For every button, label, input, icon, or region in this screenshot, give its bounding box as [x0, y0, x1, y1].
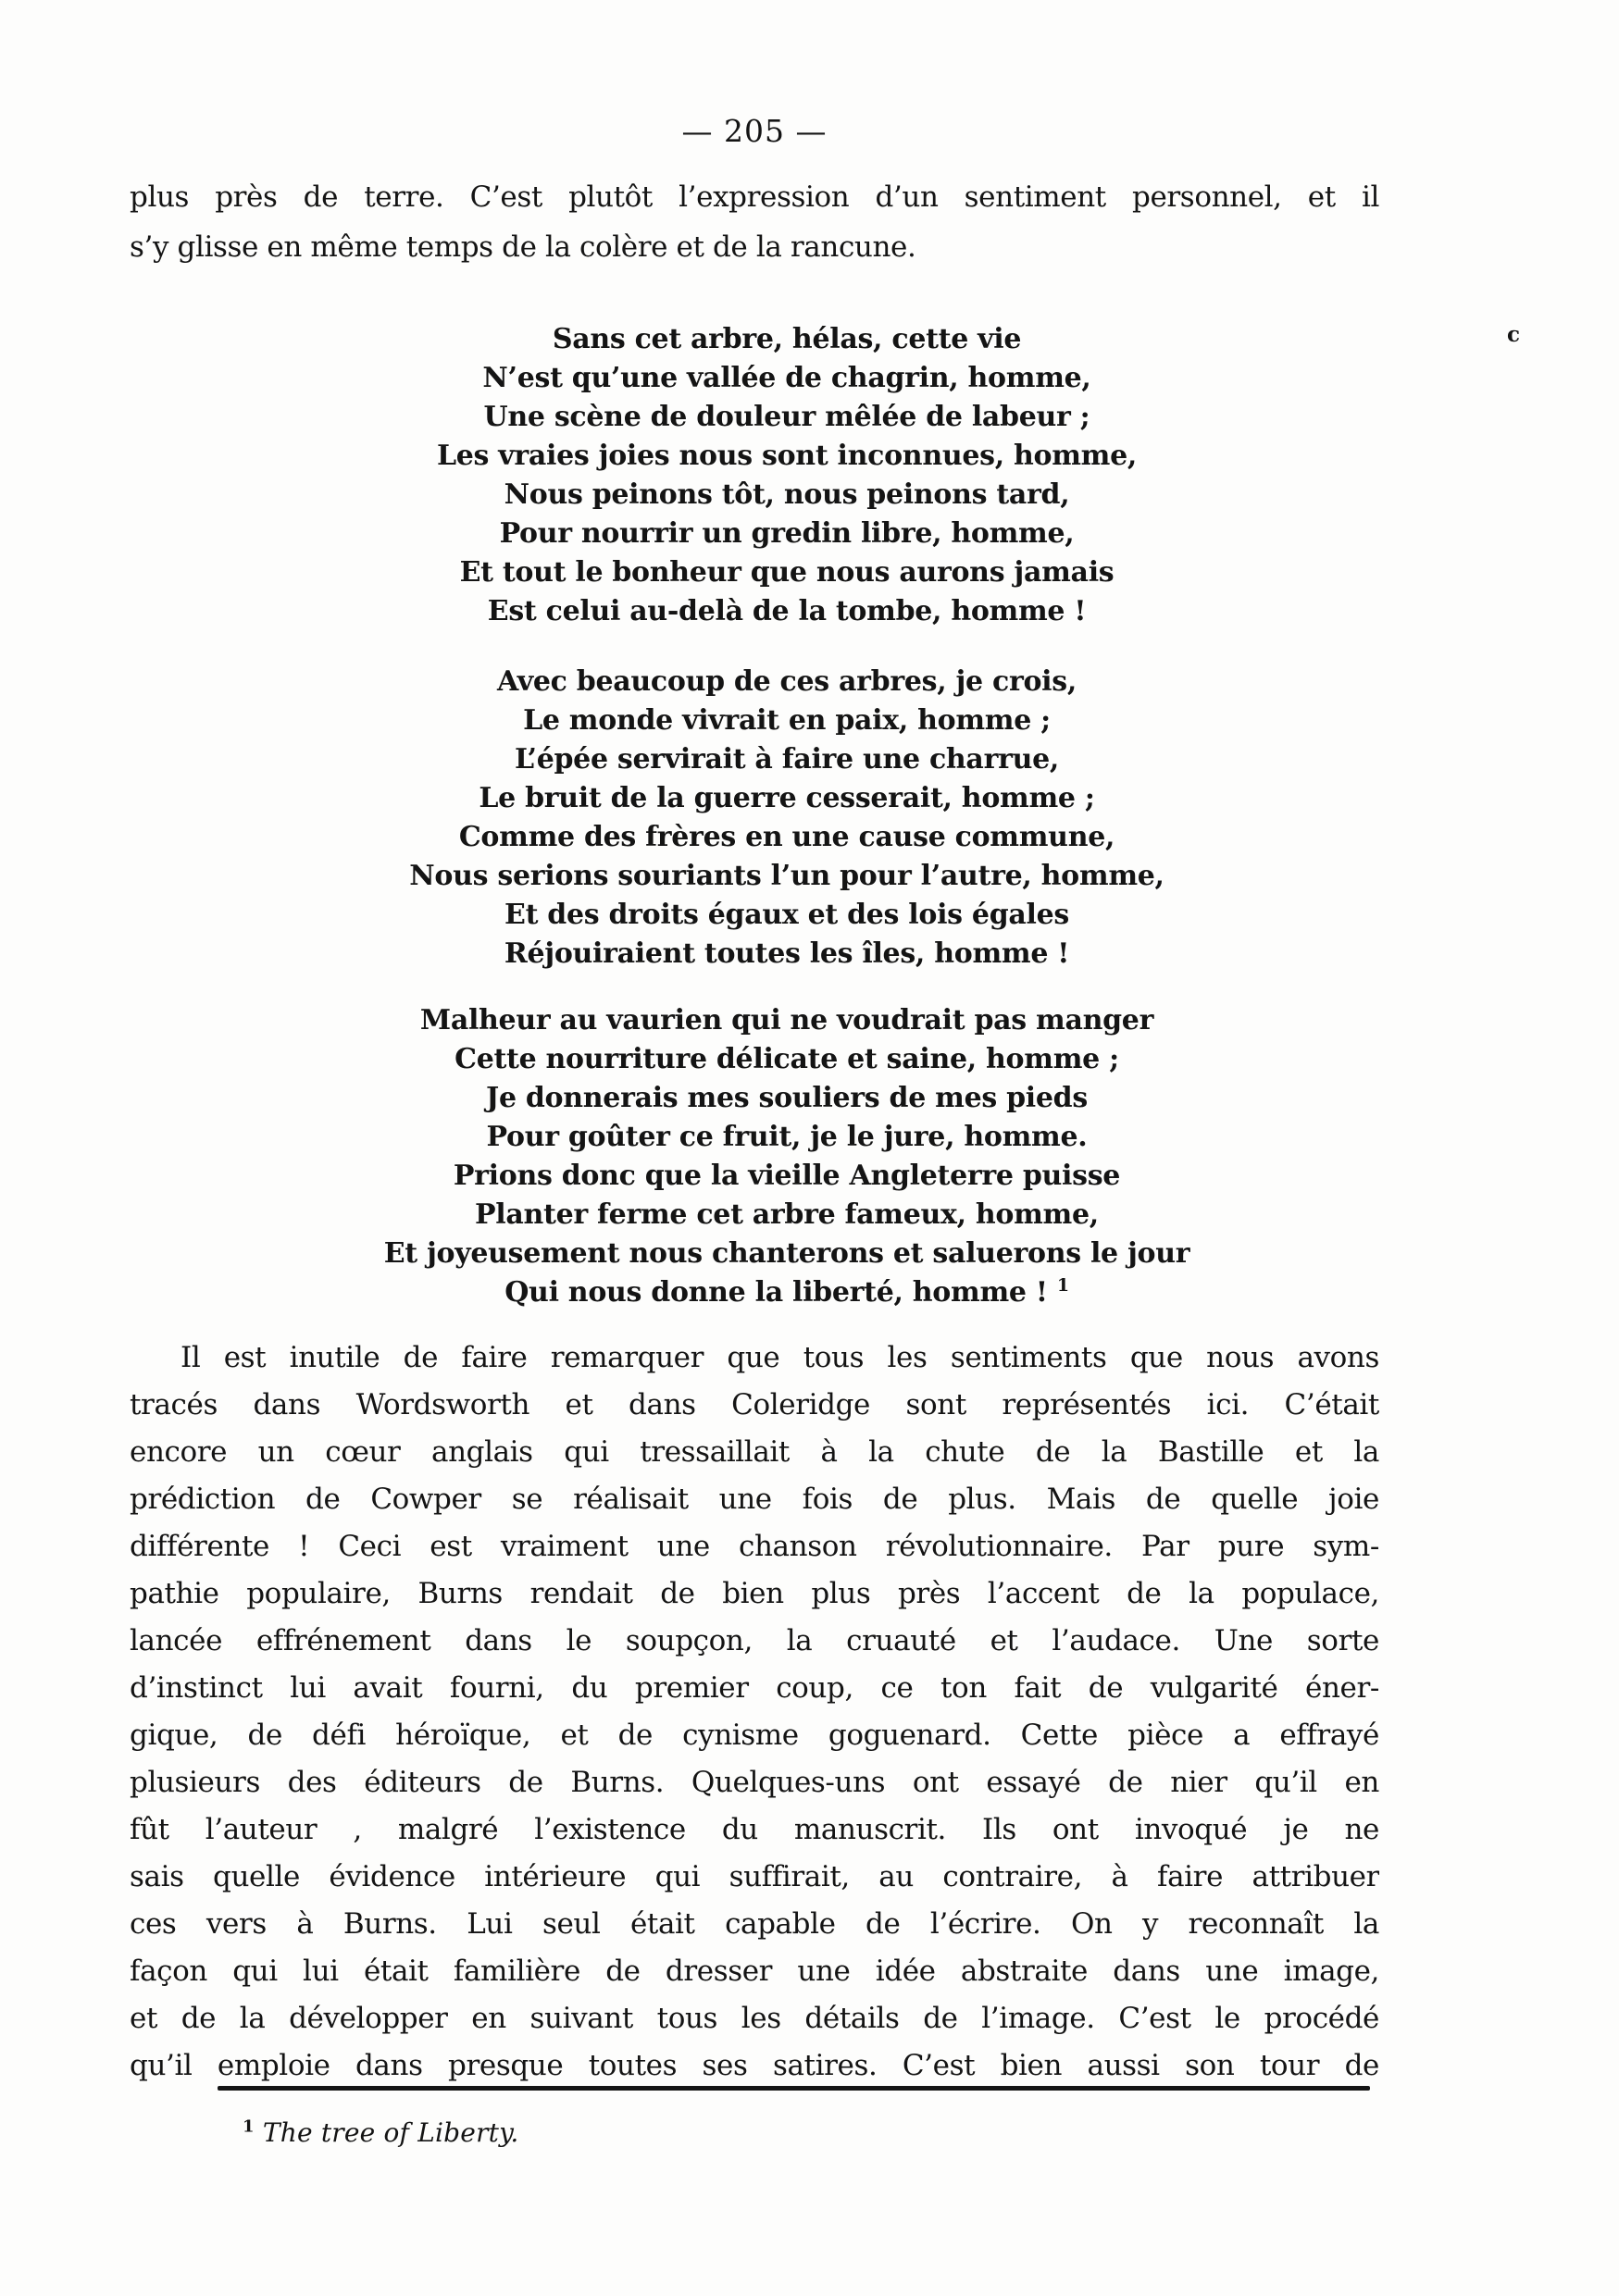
poem-line: Et des droits égaux et des lois égales — [504, 899, 1069, 931]
poem-line: Planter ferme cet arbre fameux, homme, — [475, 1198, 1099, 1231]
poem-line: Nous peinons tôt, nous peinons tard, — [504, 478, 1070, 511]
poem-line: Avec beaucoup de ces arbres, je crois, — [497, 665, 1077, 698]
poem-line — [130, 1273, 1444, 1312]
poem-line: N’est qu’une vallée de chagrin, homme, — [482, 362, 1091, 394]
poem-line: Une scène de douleur mêlée de labeur ; — [483, 401, 1090, 433]
poem-line: L’épée servirait à faire une charrue, — [514, 743, 1060, 776]
body-paragraph-line: façon qui lui était familière de dresser une idée abstraite dans une image, — [130, 1955, 1379, 1988]
body-paragraph — [130, 1334, 1379, 2090]
body-paragraph-line: encore un cœur anglais qui tressaillait à la chute de la Bastille et la — [130, 1435, 1379, 1469]
body-paragraph-line: sais quelle évidence intérieure qui suffirait, au contraire, à faire attribuer — [130, 1860, 1379, 1893]
body-paragraph-line: et de la développer en suivant tous les détails de l’image. C’est le procédé — [130, 2002, 1379, 2035]
footnote-text: The tree of Liberty. — [262, 2117, 519, 2148]
poem-line: Et joyeusement nous chanterons et saluerons le jour — [383, 1237, 1190, 1270]
stray-mark: c — [1507, 322, 1521, 347]
poem-line: Comme des frères en une cause commune, — [458, 821, 1115, 853]
body-paragraph-line: qu’il emploie dans presque toutes ses satires. C’est bien aussi son tour de — [130, 2049, 1379, 2082]
footnote-rule — [218, 2086, 1370, 2091]
body-paragraph-line: tracés dans Wordsworth et dans Coleridge sont représentés ici. C’était — [130, 1388, 1379, 1421]
body-paragraph-line: Il est inutile de faire remarquer que tous les sentiments que nous avons — [181, 1341, 1379, 1374]
body-paragraph-line: différente ! Ceci est vraiment une chanson révolutionnaire. Par pure sym- — [130, 1530, 1379, 1563]
poem-footnote-ref: 1 — [1056, 1275, 1069, 1296]
poem-stanza-1 — [130, 320, 1444, 631]
poem-line: Les vraies joies nous sont inconnues, homme, — [436, 440, 1138, 472]
poem-line: Pour nourrir un gredin libre, homme, — [499, 517, 1075, 550]
poem-stanza-3 — [130, 1001, 1444, 1312]
body-paragraph-line: lancée effrénement dans le soupçon, la cruauté et l’audace. Une sorte — [130, 1624, 1379, 1657]
footnote-marker: 1 — [243, 2116, 255, 2137]
poem-line: Le bruit de la guerre cesserait, homme ; — [479, 782, 1095, 814]
body-paragraph-line: gique, de défi héroïque, et de cynisme goguenard. Cette pièce a effrayé — [130, 1719, 1379, 1752]
opening-paragraph — [130, 172, 1379, 272]
poem-stanza-2 — [130, 663, 1444, 974]
poem-line: Est celui au-delà de la tombe, homme ! — [487, 595, 1087, 627]
opening-paragraph-line: plus près de terre. C’est plutôt l’expression d’un sentiment personnel, et il — [130, 180, 1379, 214]
poem-line: Le monde vivrait en paix, homme ; — [523, 704, 1051, 737]
poem-line: Je donnerais mes souliers de mes pieds — [486, 1082, 1088, 1114]
poem-line: Et tout le bonheur que nous aurons jamais — [459, 556, 1115, 589]
poem-line: Prions donc que la vieille Angleterre puisse — [453, 1160, 1121, 1192]
poem-line: Malheur au vaurien qui ne voudrait pas manger — [419, 1004, 1154, 1036]
poem-line: Nous serions souriants l’un pour l’autre, homme, — [409, 860, 1164, 892]
body-paragraph-line: d’instinct lui avait fourni, du premier coup, ce ton fait de vulgarité éner- — [130, 1671, 1379, 1705]
body-paragraph-line: ces vers à Burns. Lui seul était capable de l’écrire. On y reconnaît la — [130, 1907, 1379, 1941]
body-paragraph-line: plusieurs des éditeurs de Burns. Quelques-uns ont essayé de nier qu’il en — [130, 1766, 1379, 1799]
footnote — [243, 2117, 519, 2148]
body-paragraph-line: fût l’auteur , malgré l’existence du manuscrit. Ils ont invoqué je ne — [130, 1813, 1379, 1846]
poem-line-text: Qui nous donne la liberté, homme ! — [504, 1276, 1048, 1309]
body-paragraph-line: prédiction de Cowper se réalisait une fois de plus. Mais de quelle joie — [130, 1483, 1379, 1516]
body-paragraph-line: pathie populaire, Burns rendait de bien plus près l’accent de la populace, — [130, 1577, 1379, 1610]
poem-line: Réjouiraient toutes les îles, homme ! — [504, 937, 1070, 970]
poem-line: Cette nourriture délicate et saine, homme ; — [455, 1043, 1119, 1075]
poem-line: Pour goûter ce fruit, je le jure, homme. — [486, 1121, 1088, 1153]
opening-paragraph-line: s’y glisse en même temps de la colère et de la rancune. — [130, 230, 916, 264]
poem-line: Sans cet arbre, hélas, cette vie — [552, 323, 1022, 355]
page-number: — 205 — — [681, 113, 828, 149]
